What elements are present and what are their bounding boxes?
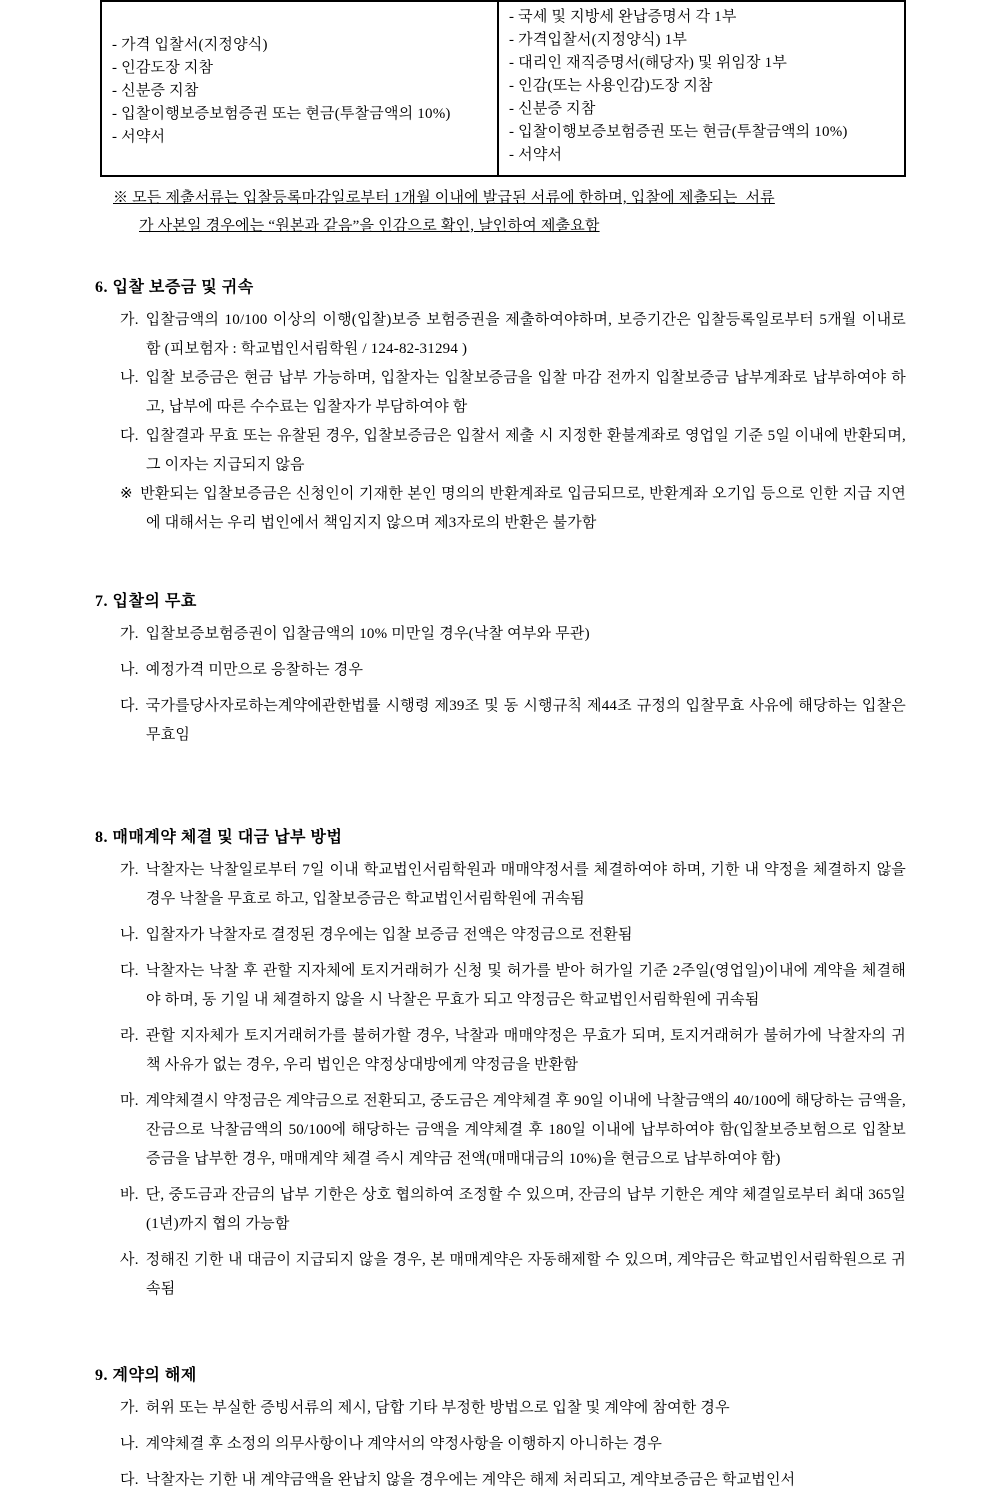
list-item — [120, 364, 906, 422]
item-marker: ※ — [120, 486, 134, 502]
item-marker: 마. — [120, 1093, 139, 1109]
table-cell-line: - 신분증 지참 — [112, 83, 199, 99]
section-heading: 9. 계약의 해제 — [95, 1367, 197, 1384]
item-text: 낙찰자는 낙찰 후 관할 지자체에 토지거래허가 신청 및 허가를 받아 허가일 기준 2주일(영업일)이내에 계약을 체결해야 하며, 동 기일 내 체결하지 않을 시 낙찰은 무효가 되고 약정금은 학교법인서림학원에 귀속됨 — [145, 963, 906, 1008]
list-item — [120, 480, 906, 538]
footnote-line: 가 사본일 경우에는 “원본과 같음”을 인감으로 확인, 날인하여 제출요함 — [139, 218, 600, 234]
item-marker: 다. — [120, 698, 139, 714]
item-text: 예정가격 미만으로 응찰하는 경우 — [145, 662, 364, 678]
table-cell-line: - 입찰이행보증보험증권 또는 현금(투찰금액의 10%) — [112, 106, 451, 122]
list-item — [120, 306, 906, 364]
item-marker: 사. — [120, 1252, 139, 1268]
footnote-line: ※ 모든 제출서류는 입찰등록마감일로부터 1개월 이내에 발급된 서류에 한하며, 입찰에 제출되는 서류 — [113, 190, 775, 206]
list-item — [120, 422, 906, 480]
list-item — [120, 856, 906, 914]
table-cell-line: - 대리인 재직증명서(해당자) 및 위임장 1부 — [509, 55, 788, 71]
list-item — [120, 1022, 906, 1080]
list-item — [120, 1394, 906, 1423]
item-text: 입찰결과 무효 또는 유찰된 경우, 입찰보증금은 입찰서 제출 시 지정한 환불계좌로 영업일 기준 5일 이내에 반환되며, 그 이자는 지급되지 않음 — [145, 428, 906, 473]
item-marker: 가. — [120, 626, 139, 642]
item-marker: 가. — [120, 312, 139, 328]
section-items — [120, 1394, 906, 1495]
table-left-column — [102, 2, 499, 175]
item-text: 국가를당사자로하는계약에관한법률 시행령 제39조 및 동 시행규칙 제44조 규정의 입찰무효 사유에 해당하는 입찰은 무효임 — [145, 698, 906, 743]
item-marker: 나. — [120, 1436, 139, 1452]
section-heading: 6. 입찰 보증금 및 귀속 — [95, 279, 254, 296]
table-cell-line: - 국세 및 지방세 완납증명서 각 1부 — [509, 9, 737, 25]
item-marker: 바. — [120, 1187, 139, 1203]
item-marker: 나. — [120, 662, 139, 678]
section-items — [120, 620, 906, 750]
item-text: 관할 지자체가 토지거래허가를 불허가할 경우, 낙찰과 매매약정은 무효가 되며, 토지거래허가 불허가에 낙찰자의 귀책 사유가 없는 경우, 우리 법인은 약정상대방에게 약정금을 반환함 — [145, 1028, 906, 1073]
section-items — [120, 306, 906, 538]
item-marker: 다. — [120, 963, 139, 979]
section-bid-invalidity — [95, 588, 906, 750]
list-item — [120, 692, 906, 750]
list-item — [120, 957, 906, 1015]
item-text: 입찰자가 낙찰자로 결정된 경우에는 입찰 보증금 전액은 약정금으로 전환됨 — [145, 927, 633, 943]
item-marker: 다. — [120, 1472, 139, 1488]
table-cell-line: - 서약서 — [112, 129, 166, 145]
submission-documents-table — [100, 0, 906, 177]
item-text: 정해진 기한 내 대금이 지급되지 않을 경우, 본 매매계약은 자동해제할 수 있으며, 계약금은 학교법인서림학원으로 귀속됨 — [145, 1252, 906, 1297]
section-items — [120, 856, 906, 1304]
item-text: 입찰금액의 10/100 이상의 이행(입찰)보증 보험증권을 제출하여야하며, 보증기간은 입찰등록일로부터 5개월 이내로 함 (피보험자 : 학교법인서림학원 / 124-82-31294 ) — [145, 312, 906, 357]
table-cell-line: - 신분증 지참 — [509, 101, 596, 117]
list-item — [120, 1087, 906, 1174]
list-item — [120, 1466, 906, 1495]
item-text: 입찰 보증금은 현금 납부 가능하며, 입찰자는 입찰보증금을 입찰 마감 전까지 입찰보증금 납부계좌로 납부하여야 하고, 납부에 따른 수수료는 입찰자가 부담하여야 함 — [145, 370, 906, 415]
section-heading: 7. 입찰의 무효 — [95, 593, 197, 610]
item-marker: 나. — [120, 927, 139, 943]
list-item — [120, 620, 906, 649]
item-text: 계약체결 후 소정의 의무사항이나 계약서의 약정사항을 이행하지 아니하는 경우 — [145, 1436, 663, 1452]
table-cell-line: - 가격입찰서(지정양식) 1부 — [509, 32, 688, 48]
table-right-column — [499, 2, 904, 175]
item-text: 낙찰자는 기한 내 계약금액을 완납치 않을 경우에는 계약은 해제 처리되고, 계약보증금은 학교법인서 — [145, 1472, 796, 1488]
list-item — [120, 1430, 906, 1459]
section-contract-termination — [95, 1362, 906, 1495]
item-marker: 가. — [120, 862, 139, 878]
section-bid-deposit — [95, 274, 906, 538]
list-item — [120, 656, 906, 685]
item-marker: 가. — [120, 1400, 139, 1416]
list-item — [120, 921, 906, 950]
table-footnote — [113, 184, 906, 240]
section-heading: 8. 매매계약 체결 및 대금 납부 방법 — [95, 829, 343, 846]
item-text: 허위 또는 부실한 증빙서류의 제시, 담합 기타 부정한 방법으로 입찰 및 계약에 참여한 경우 — [145, 1400, 730, 1416]
list-item — [120, 1246, 906, 1304]
item-text: 반환되는 입찰보증금은 신청인이 기재한 본인 명의의 반환계좌로 입금되므로, 반환계좌 오기입 등으로 인한 지급 지연에 대해서는 우리 법인에서 책임지지 않으며 제3자로의 반환은 불가함 — [140, 486, 906, 531]
table-cell-line: - 가격 입찰서(지정양식) — [112, 37, 268, 53]
item-marker: 라. — [120, 1028, 139, 1044]
table-cell-line: - 인감도장 지참 — [112, 60, 214, 76]
list-item — [120, 1181, 906, 1239]
item-marker: 나. — [120, 370, 139, 386]
table-cell-line: - 서약서 — [509, 147, 563, 163]
item-marker: 다. — [120, 428, 139, 444]
table-cell-line: - 인감(또는 사용인감)도장 지참 — [509, 78, 713, 94]
item-text: 낙찰자는 낙찰일로부터 7일 이내 학교법인서림학원과 매매약정서를 체결하여야 하며, 기한 내 약정을 체결하지 않을 경우 낙찰을 무효로 하고, 입찰보증금은 학교법인서림학원에 귀속됨 — [145, 862, 906, 907]
item-text: 입찰보증보험증권이 입찰금액의 10% 미만일 경우(낙찰 여부와 무관) — [145, 626, 590, 642]
section-contract-payment — [95, 824, 906, 1304]
item-text: 계약체결시 약정금은 계약금으로 전환되고, 중도금은 계약체결 후 90일 이내에 낙찰금액의 40/100에 해당하는 금액을, 잔금으로 낙찰금액의 50/100에 해당하는 금액을 계약체결 후 180일 이내에 납부하여야 함(입찰보증보험으로 입찰보증금을 납부한 경우, 매매계약 체결 즉시 계약금 전액(매매대금의 10%)을 현금으로 납부하여야 함) — [145, 1093, 906, 1167]
table-cell-line: - 입찰이행보증보험증권 또는 현금(투찰금액의 10%) — [509, 124, 848, 140]
item-text: 단, 중도금과 잔금의 납부 기한은 상호 협의하여 조정할 수 있으며, 잔금의 납부 기한은 계약 체결일로부터 최대 365일(1년)까지 협의 가능함 — [145, 1187, 906, 1232]
